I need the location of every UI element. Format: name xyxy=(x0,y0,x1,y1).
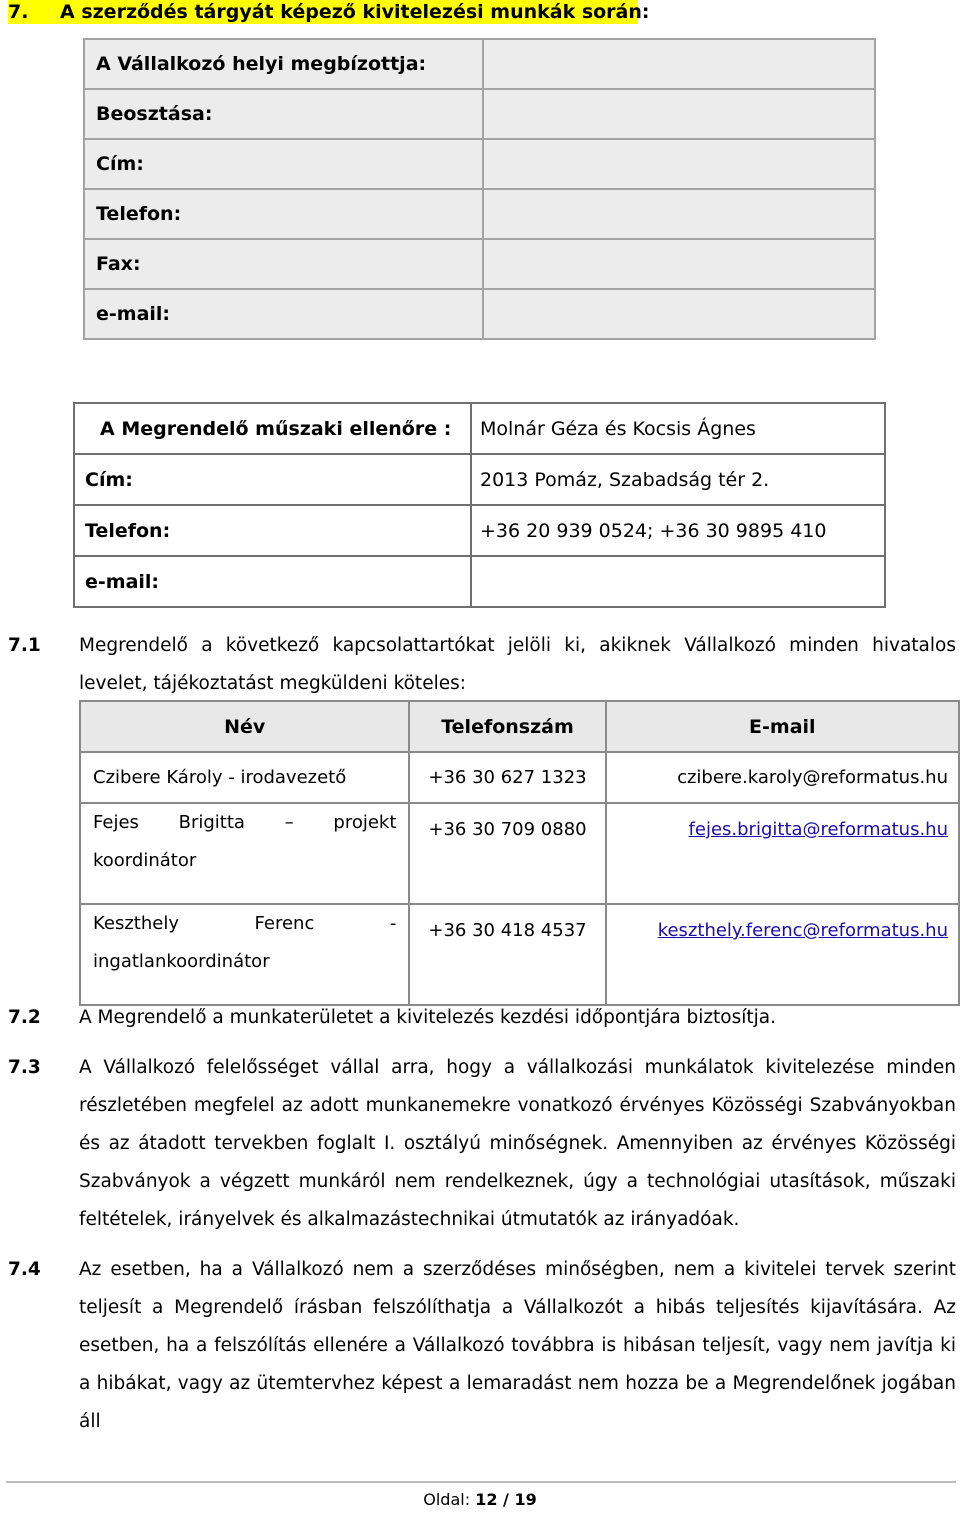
section-heading xyxy=(8,0,650,24)
table-row xyxy=(80,752,959,803)
inspector-email-value xyxy=(471,556,885,607)
inspector-label: A Megrendelő műszaki ellenőre : xyxy=(74,403,471,454)
contact-phone: +36 30 418 4537 xyxy=(409,904,605,1005)
contact-email: czibere.karoly@reformatus.hu xyxy=(606,752,959,803)
contact-email-link[interactable] xyxy=(606,904,959,1005)
contacts-table xyxy=(79,700,960,1006)
inspector-phone-value: +36 20 939 0524; +36 30 9895 410 xyxy=(471,505,885,556)
inspector-email-label: e-mail: xyxy=(74,556,471,607)
header-name: Név xyxy=(80,701,409,752)
contractor-label: A Vállalkozó helyi megbízottja: xyxy=(84,39,483,89)
paragraph-number: 7.4 xyxy=(8,1259,41,1280)
paragraph-7-1 xyxy=(8,627,956,703)
inspector-phone-label: Telefon: xyxy=(74,505,471,556)
contractor-value[interactable] xyxy=(483,39,875,89)
paragraph-7-2 xyxy=(8,999,956,1037)
inspector-address-label: Cím: xyxy=(74,454,471,505)
contractor-phone-value[interactable] xyxy=(483,189,875,239)
paragraph-number: 7.3 xyxy=(8,1057,41,1078)
email-link[interactable]: fejes.brigitta@reformatus.hu xyxy=(688,819,948,840)
paragraph-number: 7.2 xyxy=(8,1007,41,1028)
contractor-position-label: Beosztása: xyxy=(84,89,483,139)
page-number: 12 / 19 xyxy=(475,1490,537,1509)
table-row xyxy=(80,803,959,904)
contact-name: Fejes Brigitta – projekt koordinátor xyxy=(80,803,409,904)
contact-phone: +36 30 709 0880 xyxy=(409,803,605,904)
contact-name: Keszthely Ferenc - ingatlankoordinátor xyxy=(80,904,409,1005)
header-email: E-mail xyxy=(606,701,959,752)
contractor-email-value[interactable] xyxy=(483,289,875,339)
paragraph-number: 7.1 xyxy=(8,635,41,656)
contractor-fax-value[interactable] xyxy=(483,239,875,289)
paragraph-text: A Megrendelő a munkaterületet a kivitelezés kezdési időpontjára biztosítja. xyxy=(79,1007,777,1028)
contact-name: Czibere Károly - irodavezető xyxy=(80,752,409,803)
email-link[interactable]: keszthely.ferenc@reformatus.hu xyxy=(657,920,948,941)
contact-email-link[interactable] xyxy=(606,803,959,904)
contractor-address-value[interactable] xyxy=(483,139,875,189)
section-number: 7. xyxy=(8,1,29,23)
inspector-table xyxy=(73,402,886,608)
paragraph-text: Megrendelő a következő kapcsolattartókat jelöli ki, akiknek Vállalkozó minden hivatalos levelet, tájékoztatást megküldeni köteles: xyxy=(79,635,956,694)
contractor-position-value[interactable] xyxy=(483,89,875,139)
header-phone: Telefonszám xyxy=(409,701,605,752)
contractor-fax-label: Fax: xyxy=(84,239,483,289)
contractor-address-label: Cím: xyxy=(84,139,483,189)
paragraph-text: Az esetben, ha a Vállalkozó nem a szerződéses minőségben, nem a kivitelei tervek szerint teljesít a Megrendelő írásban felszólíthatja a Vállalkozót a hibás teljesítés kijavítására. Az esetben, ha a felszólítás ellenére a Vállalkozó továbbra is hibásan teljesít, vagy nem javítja ki a hibákat, vagy az ütemtervhez képest a lemaradást nem hozza be a Megrendelőnek jogában áll xyxy=(79,1259,956,1432)
contact-phone: +36 30 627 1323 xyxy=(409,752,605,803)
paragraph-7-3 xyxy=(8,1049,956,1239)
paragraph-7-4 xyxy=(8,1251,956,1441)
section-title: A szerződés tárgyát képező kivitelezési munkák során: xyxy=(60,1,650,23)
inspector-address-value: 2013 Pomáz, Szabadság tér 2. xyxy=(471,454,885,505)
contractor-email-label: e-mail: xyxy=(84,289,483,339)
footer-divider xyxy=(6,1481,956,1483)
contractor-table xyxy=(83,38,876,340)
page-footer xyxy=(0,1490,960,1509)
paragraph-text: A Vállalkozó felelősséget vállal arra, hogy a vállalkozási munkálatok kivitelezése minden részletében megfelel az adott munkanemekre vonatkozó érvényes Közösségi Szabványokban és az átadott tervekben foglalt I. osztályú minőségnek. Amennyiben az érvényes Közösségi Szabványok a végzett munkáról nem rendelkeznek, úgy a technológiai utasítások, műszaki feltételek, irányelvek és alkalmazástechnikai útmutatók az irányadóak. xyxy=(79,1057,956,1230)
footer-label: Oldal: xyxy=(423,1490,471,1509)
contractor-phone-label: Telefon: xyxy=(84,189,483,239)
inspector-value: Molnár Géza és Kocsis Ágnes xyxy=(471,403,885,454)
table-row xyxy=(80,904,959,1005)
